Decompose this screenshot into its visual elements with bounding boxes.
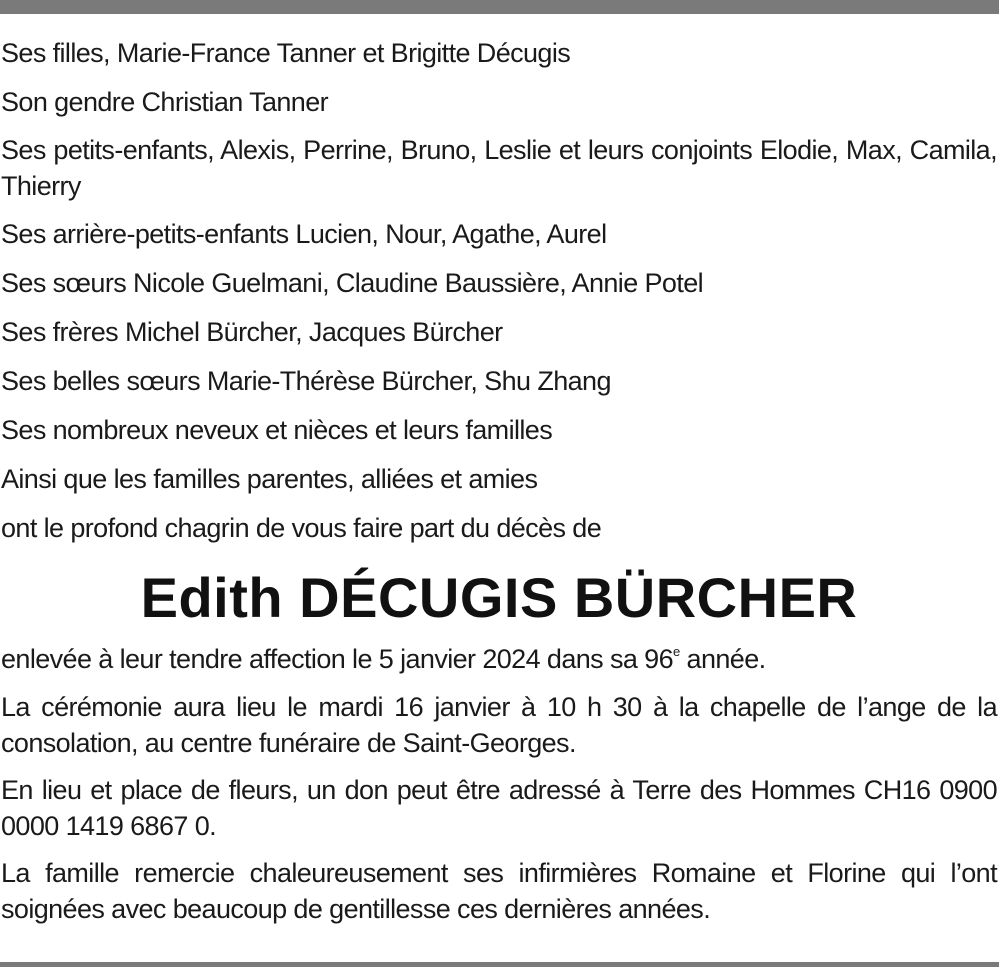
family-line-sisters: Ses sœurs Nicole Guelmani, Claudine Baussière, Annie Potel [1, 268, 704, 298]
family-line-relatives-friends: Ainsi que les familles parentes, alliées et amies [1, 464, 538, 494]
family-line-sisters-in-law: Ses belles sœurs Marie-Thérèse Bürcher, Shu Zhang [1, 366, 611, 396]
announcement-intro: ont le profond chagrin de vous faire part du décès de [1, 513, 602, 543]
death-notice-end: année. [679, 644, 766, 674]
thanks-paragraph: La famille remercie chaleureusement ses infirmières Romaine et Florine qui l’ont soignées avec beaucoup de gentillesse ces dernières années. [1, 858, 997, 924]
family-line-brothers: Ses frères Michel Bürcher, Jacques Bürcher [1, 317, 503, 347]
family-line-daughters: Ses filles, Marie-France Tanner et Brigitte Décugis [1, 38, 571, 68]
family-line-great-grandchildren: Ses arrière-petits-enfants Lucien, Nour, Agathe, Aurel [1, 219, 607, 249]
donation-paragraph: En lieu et place de fleurs, un don peut être adressé à Terre des Hommes CH16 0900 0000 1419 6867 0. [1, 775, 997, 841]
family-line-son-in-law: Son gendre Christian Tanner [1, 87, 329, 117]
death-notice-text: enlevée à leur tendre affection le 5 janvier 2024 dans sa 96 [1, 644, 673, 674]
deceased-name: Edith DÉCUGIS BÜRCHER [140, 566, 858, 629]
ordinal-suffix: e [673, 644, 680, 659]
family-line-grandchildren: Ses petits-enfants, Alexis, Perrine, Bruno, Leslie et leurs conjoints Elodie, Max, Camila, Thierry [1, 135, 997, 201]
obituary-notice [1, 34, 997, 938]
family-line-nephews-nieces: Ses nombreux neveux et nièces et leurs familles [1, 415, 553, 445]
ceremony-paragraph: La cérémonie aura lieu le mardi 16 janvier à 10 h 30 à la chapelle de l’ange de la consolation, au centre funéraire de Saint-Georges. [1, 692, 997, 758]
bottom-rule [0, 962, 999, 967]
top-rule [0, 0, 999, 14]
death-notice [1, 640, 997, 678]
